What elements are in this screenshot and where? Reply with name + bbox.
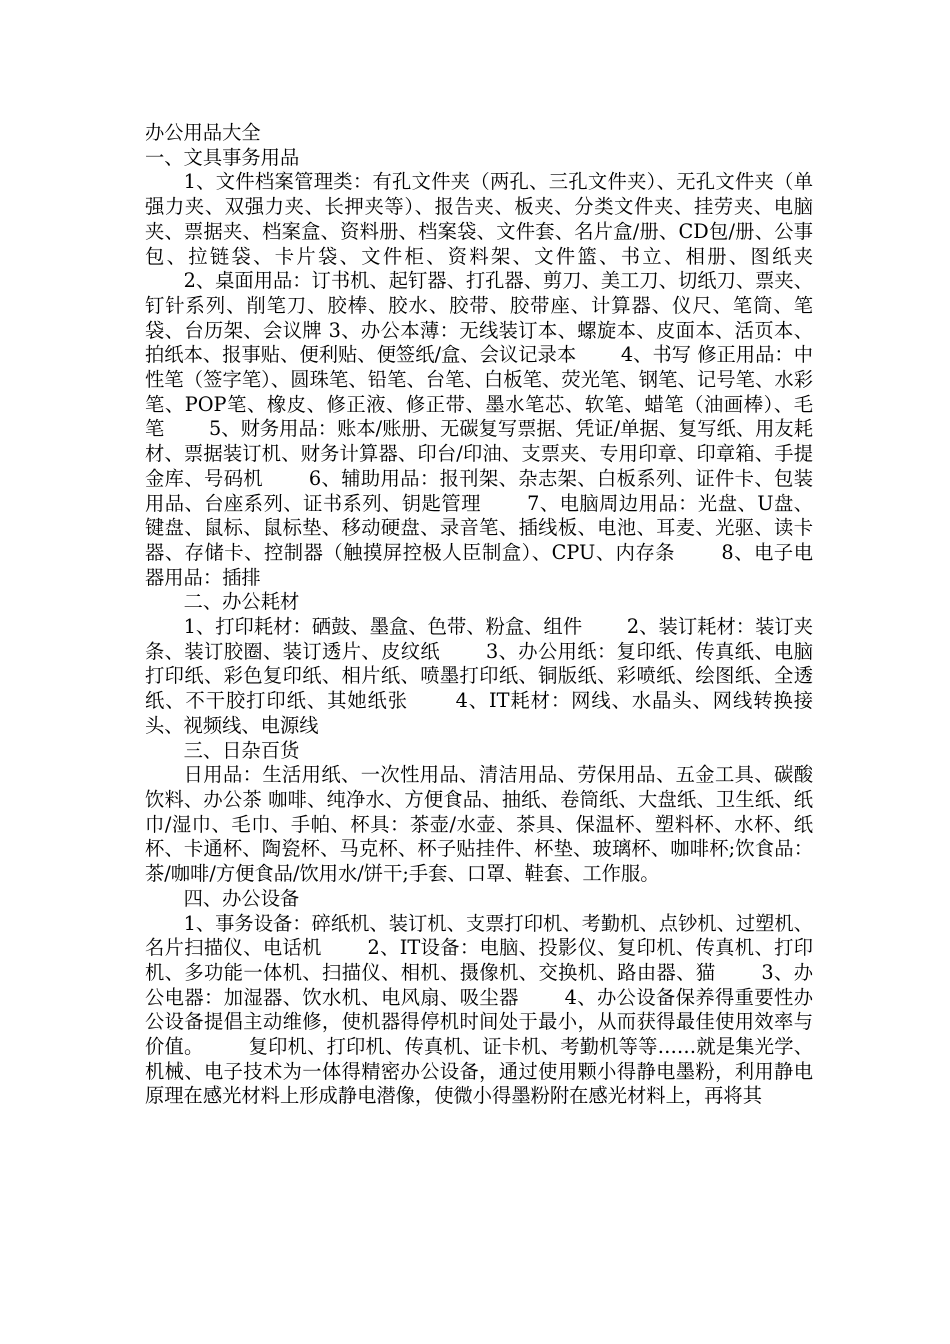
section-heading-stationery: 一、文具事务用品 — [145, 145, 300, 169]
document-title: 办公用品大全 — [145, 121, 261, 144]
document-page — [145, 121, 813, 1109]
paragraph-office-equipment-items: 1、事务设备：碎纸机、装订机、支票打印机、考勤机、点钞机、过塑机、名片扫描仪、电话机 2、IT设备：电脑、投影仪、复印机、传真机、打印机、多功能一体机、扫描仪、相机、摄像机、交换机、路由器、猫 3、办公电器：加湿器、饮水机、电风扇、吸尘器 4、办公设备保养得重要性办公设备提倡主动维修，使机器得停机时间处于最小，从而获得最佳使用效率与价值。 复印机、打印机、传真机、证卡机、考勤机等等……就是集光学、机械、电子技术为一体得精密办公设备，通过使用颗小得静电墨粉，利用静电原理在感光材料上形成静电潜像，使微小得墨粉附在感光材料上，再将其 — [145, 911, 813, 1108]
section-heading-consumables: 二、办公耗材 — [183, 590, 300, 614]
paragraph-daily-goods-items: 日用品：生活用纸、一次性用品、清洁用品、劳保用品、五金工具、碳酸饮料、办公茶 咖啡、纯净水、方便食品、抽纸、卷筒纸、大盘纸、卫生纸、纸巾/湿巾、毛巾、手帕、杯具：茶壶/水壶、茶具、保温杯、塑料杯、水杯、纸杯、卡通杯、陶瓷杯、马克杯、杯子贴挂件、杯垫、玻璃杯、咖啡杯;饮食品：茶/咖啡/方便食品/饮用水/饼干;手套、口罩、鞋套、工作服。 — [145, 763, 813, 886]
section-heading-office-equipment: 四、办公设备 — [183, 886, 300, 910]
paragraph-consumables-items: 1、打印耗材：硒鼓、墨盒、色带、粉盒、组件 2、装订耗材：装订夹条、装订胶圈、装订透片、皮纹纸 3、办公用纸：复印纸、传真纸、电脑打印纸、彩色复印纸、相片纸、喷墨打印纸、铜版纸、彩喷纸、绘图纸、全透纸、不干胶打印纸、其她纸张 4、IT耗材：网线、水晶头、网线转换接头、视频线、电源线 — [145, 615, 813, 737]
paragraph-stationery-items: 1、文件档案管理类：有孔文件夹（两孔、三孔文件夹）、无孔文件夹（单强力夹、双强力夹、长押夹等）、报告夹、板夹、分类文件夹、挂劳夹、电脑夹、票据夹、档案盒、资料册、档案袋、文件套、名片盒/册、CD包/册、公事包、拉链袋、卡片袋、文件柜、资料架、文件篮、书立、相册、图纸夹 2、桌面用品：订书机、起钉器、打孔器、剪刀、美工刀、切纸刀、票夹、钉针系列、削笔刀、胶棒、胶水、胶带、胶带座、计算器、仪尺、笔筒、笔袋、台历架、会议牌 3、办公本薄：无线装订本、螺旋本、皮面本、活页本、拍纸本、报事贴、便利贴、便签纸/盒、会议记录本 4、书写 修正用品：中性笔（签字笔）、圆珠笔、铅笔、台笔、白板笔、荧光笔、钢笔、记号笔、水彩笔、POP笔、橡皮、修正液、修正带、墨水笔芯、软笔、蜡笔（油画棒）、毛笔 5、财务用品：账本/账册、无碳复写票据、凭证/单据、复写纸、用友耗材、票据装订机、财务计算器、印台/印油、支票夹、专用印章、印章箱、手提金库、号码机 6、辅助用品：报刊架、杂志架、白板系列、证件卡、包装用品、台座系列、证书系列、钥匙管理 7、电脑周边用品：光盘、U盘、键盘、鼠标、鼠标垫、移动硬盘、录音笔、插线板、电池、耳麦、光驱、读卡器、存储卡、控制器（触摸屏控极人臣制盒）、CPU、内存条 8、电子电器用品：插排 — [145, 170, 813, 589]
section-heading-daily-goods: 三、日杂百货 — [183, 738, 300, 762]
